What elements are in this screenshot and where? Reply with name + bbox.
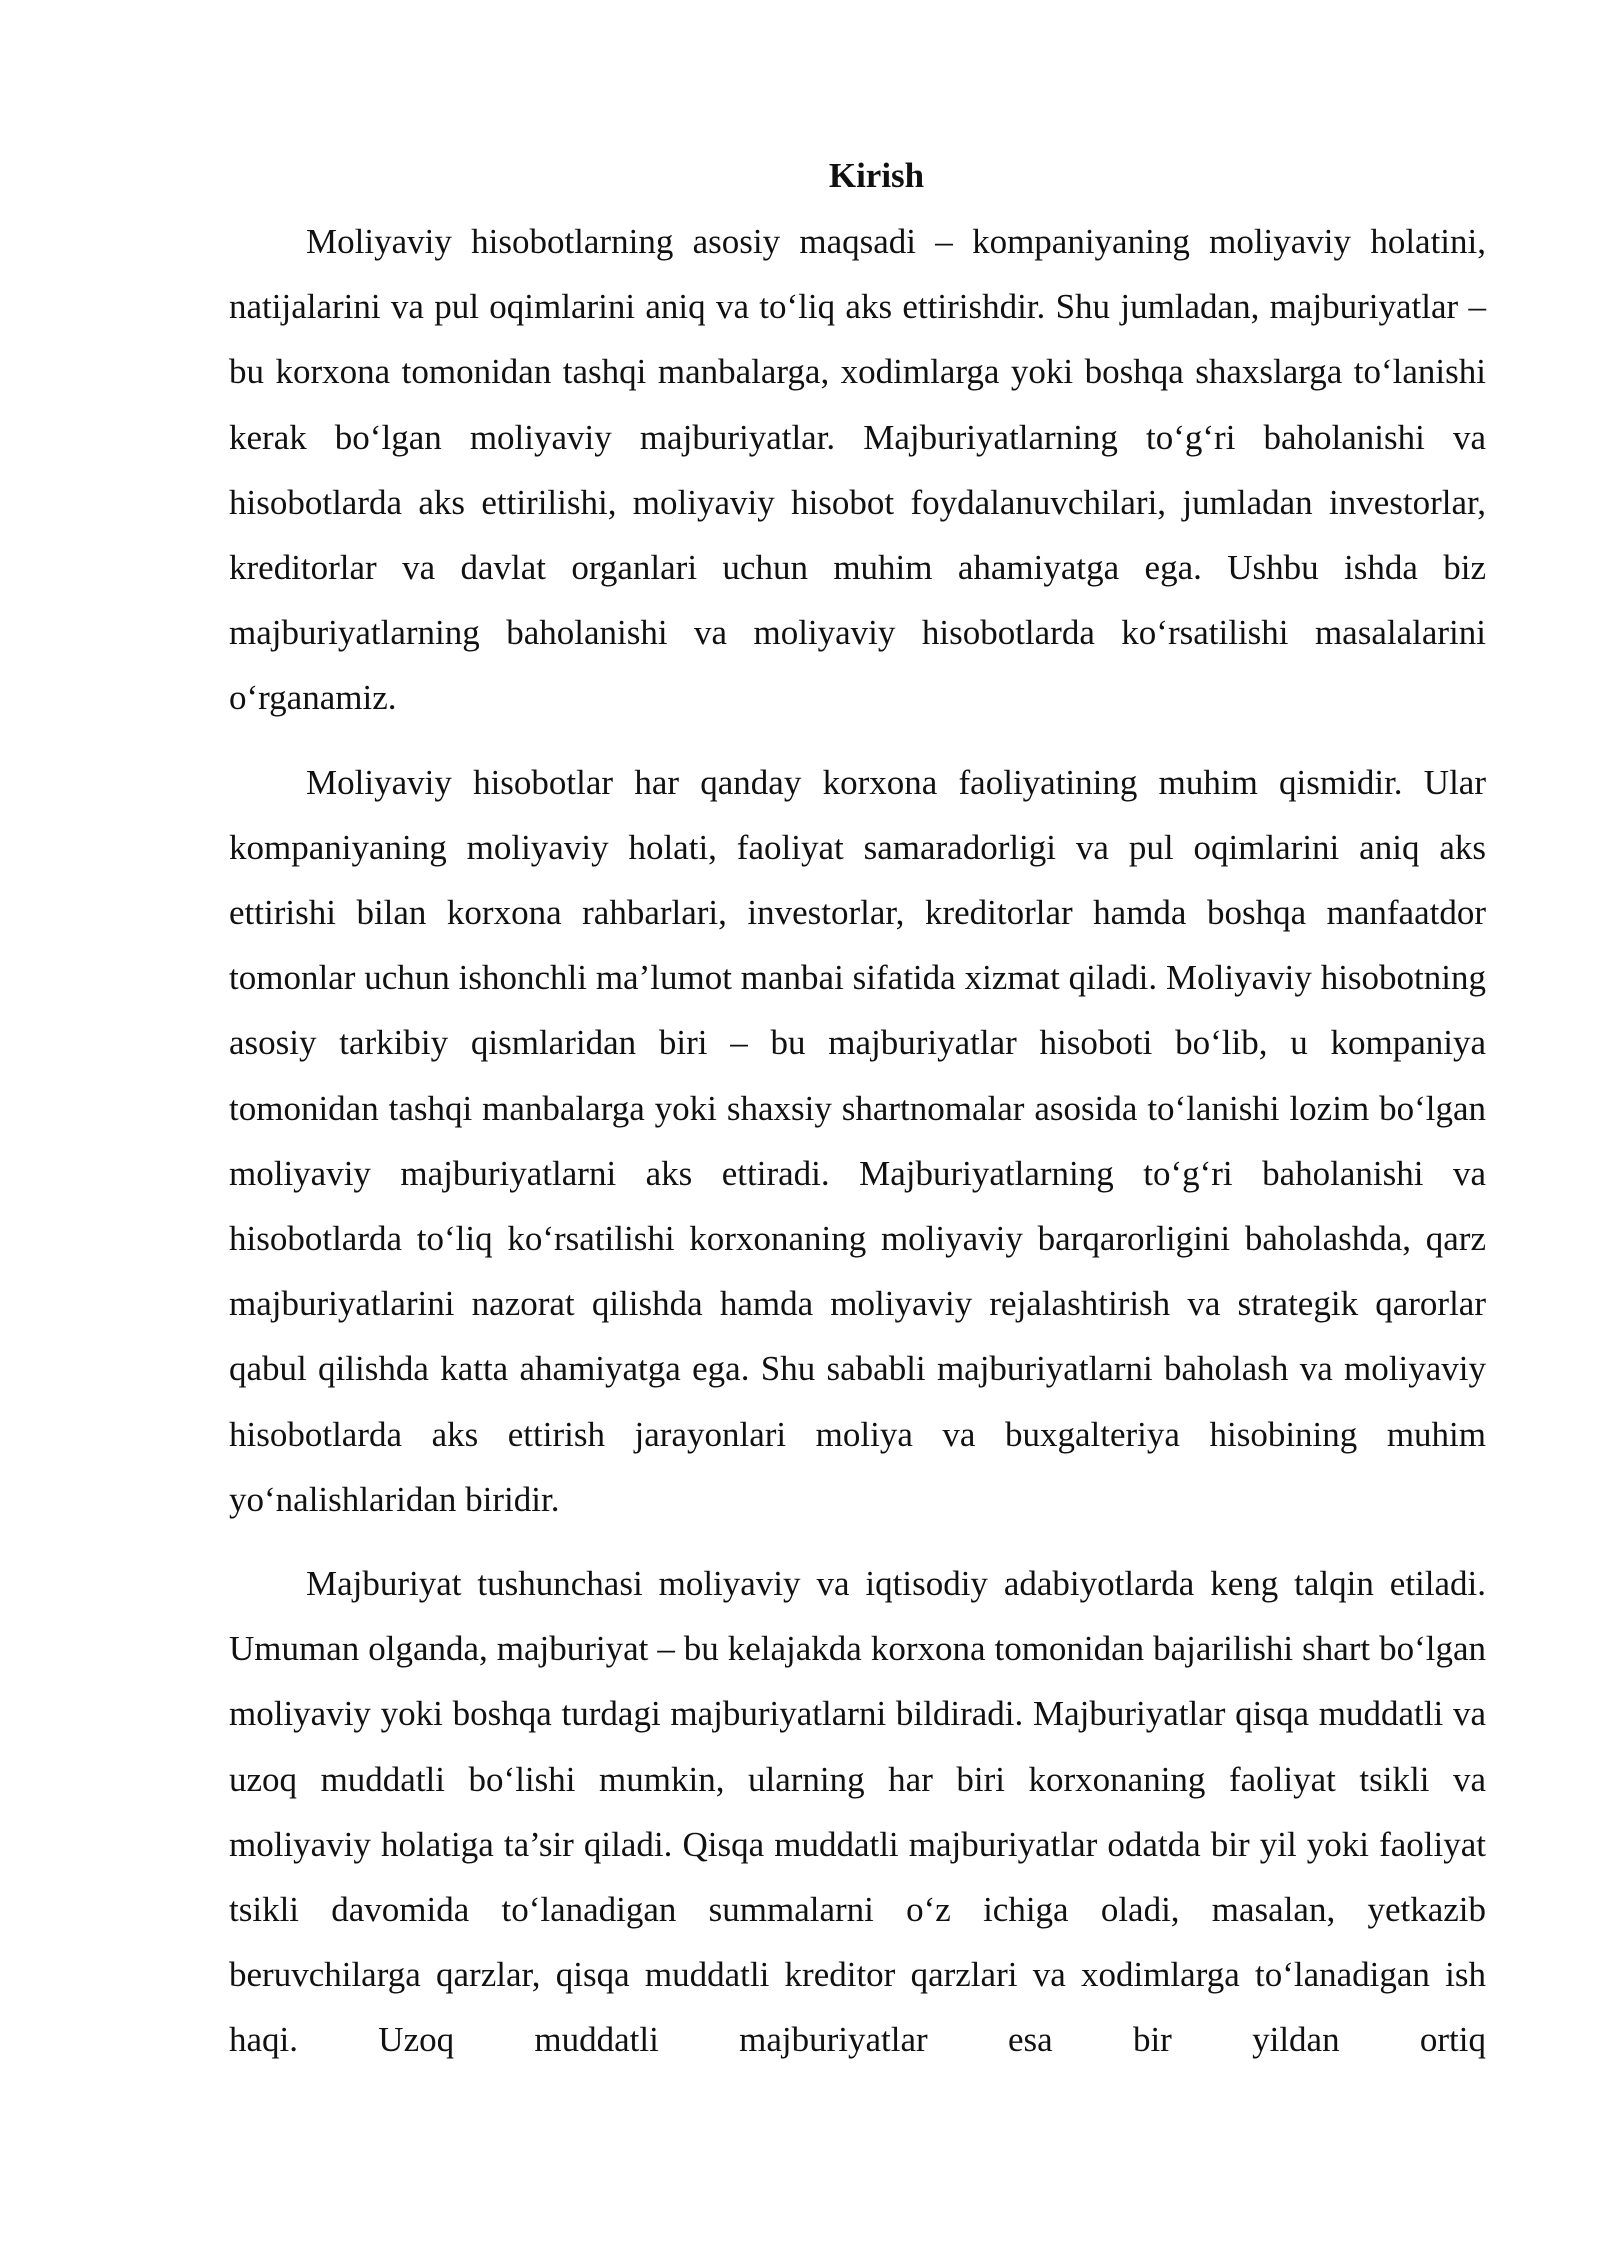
paragraph-3: Majburiyat tushunchasi moliyaviy va iqtisodiy adabiyotlarda keng talqin etiladi. Umuman olganda, majburiyat – bu kelajakda korxona tomonidan bajarilishi shart bo‘lgan moliyaviy yoki boshqa turdagi majburiyatlarni bildiradi. Majburiyatlar qisqa muddatli va uzoq muddatli bo‘lishi mumkin, ularning har biri korxonaning faoliyat tsikli va moliyaviy holatiga ta’sir qiladi. Qisqa muddatli majburiyatlar odatda bir yil yoki faoliyat tsikli davomida to‘lanadigan summalarni o‘z ichiga oladi, masalan, yetkazib beruvchilarga qarzlar, qisqa muddatli kreditor qarzlari va xodimlarga to‘lanadigan ish haqi. Uzoq muddatli majburiyatlar esa bir yildan ortiq <box>229 1564 1486 2060</box>
document-body <box>229 148 1486 2092</box>
section-title: Kirish <box>828 156 925 195</box>
paragraph-2: Moliyaviy hisobotlar har qanday korxona faoliyatining muhim qismidir. Ular kompaniyaning moliyaviy holati, faoliyat samaradorligi va pul oqimlarini aniq aks ettirishi bilan korxona rahbarlari, investorlar, kreditorlar hamda boshqa manfaatdor tomonlar uchun ishonchli ma’lumot manbai sifatida xizmat qiladi. Moliyaviy hisobotning asosiy tarkibiy qismlaridan biri – bu majburiyatlar hisoboti bo‘lib, u kompaniya tomonidan tashqi manbalarga yoki shaxsiy shartnomalar asosida to‘lanishi lozim bo‘lgan moliyaviy majburiyatlarni aks ettiradi. Majburiyatlarning to‘g‘ri baholanishi va hisobotlarda to‘liq ko‘rsatilishi korxonaning moliyaviy barqarorligini baholashda, qarz majburiyatlarini nazorat qilishda hamda moliyaviy rejalashtirish va strategik qarorlar qabul qilishda katta ahamiyatga ega. Shu sababli majburiyatlarni baholash va moliyaviy hisobotlarda aks ettirish jarayonlari moliya va buxgalteriya hisobining muhim yo‘nalishlaridan biridir. <box>229 762 1486 1519</box>
paragraph-1: Moliyaviy hisobotlarning asosiy maqsadi – kompaniyaning moliyaviy holatini, natijalarini va pul oqimlarini aniq va to‘liq aks ettirishdir. Shu jumladan, majburiyatlar – bu korxona tomonidan tashqi manbalarga, xodimlarga yoki boshqa shaxslarga to‘lanishi kerak bo‘lgan moliyaviy majburiyatlar. Majburiyatlarning to‘g‘ri baholanishi va hisobotlarda aks ettirilishi, moliyaviy hisobot foydalanuvchilari, jumladan investorlar, kreditorlar va davlat organlari uchun muhim ahamiyatga ega. Ushbu ishda biz majburiyatlarning baholanishi va moliyaviy hisobotlarda ko‘rsatilishi masalalarini o‘rganamiz. <box>229 222 1486 718</box>
